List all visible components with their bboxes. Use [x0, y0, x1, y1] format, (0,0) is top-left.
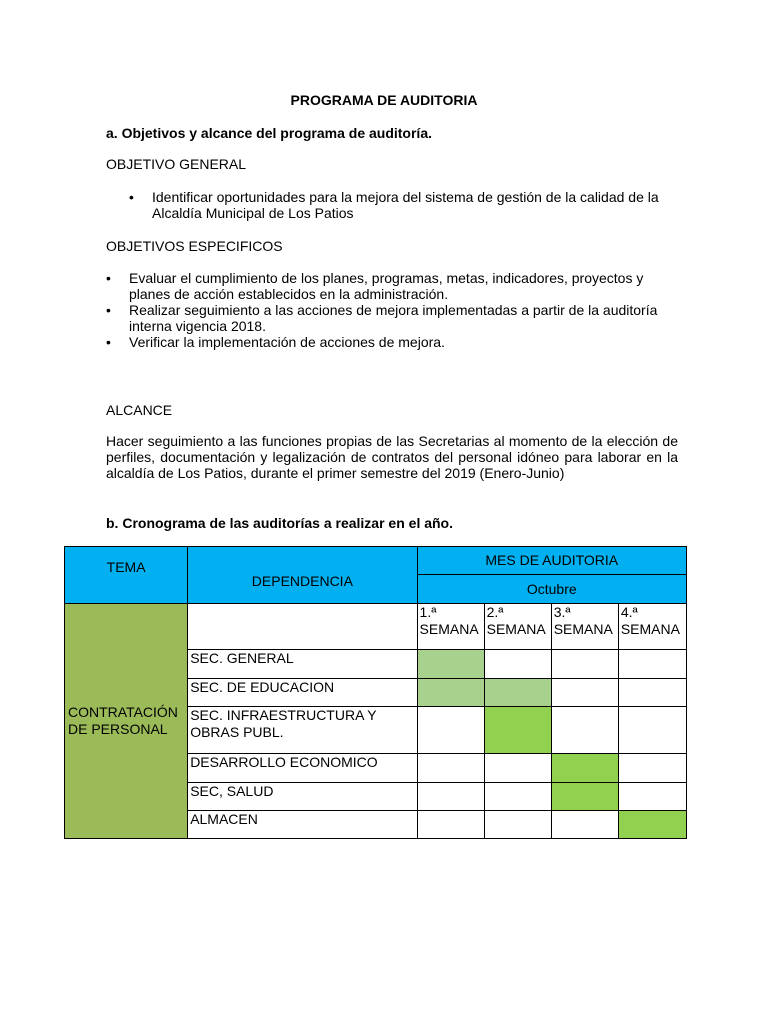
list-item: • Identificar oportunidades para la mejora del sistema de gestión de la calidad de la Alcaldía Municipal de Los Patios	[129, 189, 669, 221]
week-cell	[484, 754, 551, 783]
dependencia-cell: DESARROLLO ECONOMICO	[188, 754, 417, 783]
objetivo-general-label: OBJETIVO GENERAL	[106, 156, 247, 172]
week-cell	[484, 650, 551, 679]
list-item: • Evaluar el cumplimiento de los planes, programas, metas, indicadores, proyectos y planes de acción establecidos en la administración.	[106, 270, 661, 302]
week-cell	[417, 811, 484, 839]
week-cell	[484, 783, 551, 811]
week-cell	[484, 811, 551, 839]
week-cell	[417, 650, 484, 679]
section-b-heading: b. Cronograma de las auditorías a realizar en el año.	[106, 515, 453, 531]
dependencia-cell: SEC. GENERAL	[188, 650, 417, 679]
week-cell	[618, 754, 686, 783]
week-cell	[417, 754, 484, 783]
week-cell	[417, 707, 484, 754]
dependencia-cell: SEC. DE EDUCACION	[188, 679, 417, 707]
list-item: • Realizar seguimiento a las acciones de mejora implementadas a partir de la auditoría interna vigencia 2018.	[106, 302, 661, 334]
col-header-mes: MES DE AUDITORIA	[417, 547, 686, 575]
tema-cell: CONTRATACIÓN DE PERSONAL	[65, 604, 188, 839]
cronograma-table	[64, 546, 687, 839]
week-cell	[551, 650, 618, 679]
section-a-heading: a. Objetivos y alcance del programa de auditoría.	[106, 125, 432, 141]
week-header: 1.ª SEMANA	[417, 604, 484, 650]
alcance-label: ALCANCE	[106, 402, 173, 418]
objetivos-especificos-label: OBJETIVOS ESPECIFICOS	[106, 238, 283, 254]
dependencia-cell: ALMACEN	[188, 811, 417, 839]
week-cell	[618, 707, 686, 754]
mes-label: Octubre	[417, 575, 686, 604]
objetivos-especificos-list	[106, 270, 661, 350]
week-cell	[551, 707, 618, 754]
col-header-tema: TEMA	[65, 547, 188, 604]
week-cell	[484, 707, 551, 754]
page-title: PROGRAMA DE AUDITORIA	[290, 92, 478, 108]
week-cell	[484, 679, 551, 707]
alcance-text: Hacer seguimiento a las funciones propias de las Secretarias al momento de la elección de perfiles, documentación y legalización de contratos del personal idóneo para laborar en la alcaldía de Los Patios, durante el primer semestre del 2019 (Enero-Junio)	[106, 433, 678, 481]
dependencia-cell: SEC, SALUD	[188, 783, 417, 811]
week-header: 4.ª SEMANA	[618, 604, 686, 650]
week-cell	[551, 754, 618, 783]
week-cell	[551, 811, 618, 839]
week-cell	[618, 783, 686, 811]
week-cell	[618, 650, 686, 679]
week-cell	[618, 679, 686, 707]
objetivo-general-list	[129, 189, 669, 221]
week-cell	[417, 783, 484, 811]
list-item: • Verificar la implementación de acciones de mejora.	[106, 334, 661, 350]
week-cell	[417, 679, 484, 707]
empty-dependencia-cell	[188, 604, 417, 650]
col-header-dependencia: DEPENDENCIA	[188, 547, 417, 604]
week-cell	[551, 679, 618, 707]
week-header: 2.ª SEMANA	[484, 604, 551, 650]
week-cell	[551, 783, 618, 811]
week-cell	[618, 811, 686, 839]
dependencia-cell: SEC. INFRAESTRUCTURA Y OBRAS PUBL.	[188, 707, 417, 754]
week-header: 3.ª SEMANA	[551, 604, 618, 650]
